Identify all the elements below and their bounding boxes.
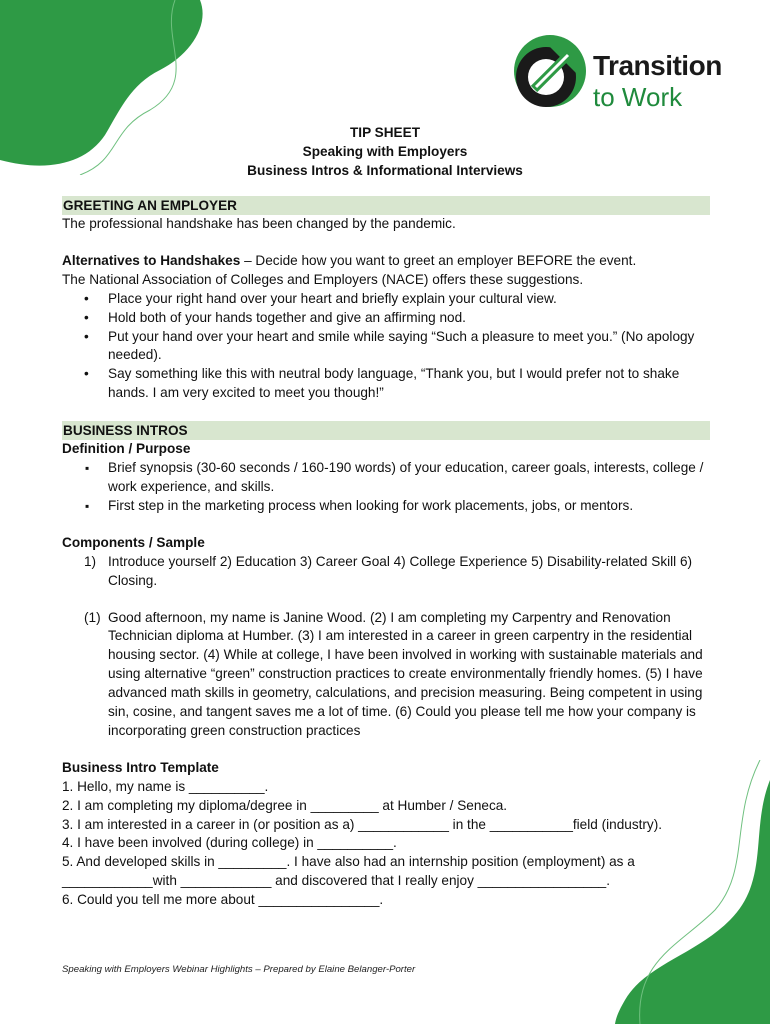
definition-bullet-list [62,459,710,516]
logo-title: Transition [593,50,722,81]
template-line: 6. Could you tell me more about ________________. [62,892,384,908]
nace-text: The National Association of Colleges and Employers (NACE) offers these suggestions. [62,271,584,287]
section-heading-business-intros: BUSINESS INTROS [62,421,710,440]
list-item: ▪ Brief synopsis (30-60 seconds / 160-190 words) of your education, career goals, interests, college / work experience, and skills. [62,459,710,497]
components-list [62,553,710,591]
sample-text-item [62,609,710,741]
component-number: 1) [84,553,97,569]
document-body [62,196,710,910]
list-item: ▪ First step in the marketing process when looking for work placements, jobs, or mentors. [62,497,710,516]
header-line-1: TIP SHEET [350,125,420,140]
sample-text: Good afternoon, my name is Janine Wood. (2) I am completing my Carpentry and Renovation Technician diploma at Humber. (3) I am interested in a career in green carpentry in the residential housing sector. (4) While at college, I have been involved in working with sustainable materials and using alternative “green” construction practices to create environmentally friendly homes. (5) I have advanced math skills in geometry, calculations, and precision measuring. Being competent in using sin, cosine, and tangent saves me a lot of time. (6) Could you please tell me how your company is incorporating green construction practices [108,609,703,738]
template-line: 4. I have been involved (during college) in __________. [62,835,397,851]
template-line: 2. I am completing my diploma/degree in _________ at Humber / Seneca. [62,797,508,813]
template-line: 3. I am interested in a career in (or position as a) ____________ in the ___________field (industry). [62,816,663,832]
list-item: • Hold both of your hands together and give an affirming nod. [62,309,710,328]
list-item: • Put your hand over your heart and smile while saying “Such a pleasure to meet you.” (No apology needed). [62,328,710,366]
list-item [62,553,710,591]
components-label: Components / Sample [62,534,205,550]
document-header [0,123,770,180]
sample-number: (1) [84,609,101,625]
template-line: 1. Hello, my name is __________. [62,778,269,794]
list-item: • Say something like this with neutral body language, “Thank you, but I would prefer not to shake hands. I am very excited to meet you though!” [62,365,710,403]
list-item: • Place your right hand over your heart and briefly explain your cultural view. [62,290,710,309]
page-footer: Speaking with Employers Webinar Highlights – Prepared by Elaine Belanger-Porter [62,964,416,975]
section-heading-greeting: GREETING AN EMPLOYER [62,196,710,215]
greeting-bullet-list [62,290,710,403]
component-text: Introduce yourself 2) Education 3) Career Goal 4) College Experience 5) Disability-related Skill 6) Closing. [108,553,693,588]
logo-subtitle: to Work [593,82,683,112]
header-line-2: Speaking with Employers [302,144,468,159]
template-label: Business Intro Template [62,759,219,775]
header-line-3: Business Intros & Informational Interviews [247,163,523,178]
greeting-intro: The professional handshake has been changed by the pandemic. [62,216,456,231]
template-line: 5. And developed skills in _________. I have also had an internship position (employment) as a ____________with ____________ and discovered that I really enjoy _________________. [62,854,635,889]
alternatives-paragraph [62,252,710,271]
alternatives-text: – Decide how you want to greet an employer BEFORE the event. [240,252,637,268]
definition-label: Definition / Purpose [62,441,191,457]
sample-intro [62,609,710,741]
transition-to-work-logo-icon [506,31,590,115]
alternatives-label: Alternatives to Handshakes [62,252,241,268]
